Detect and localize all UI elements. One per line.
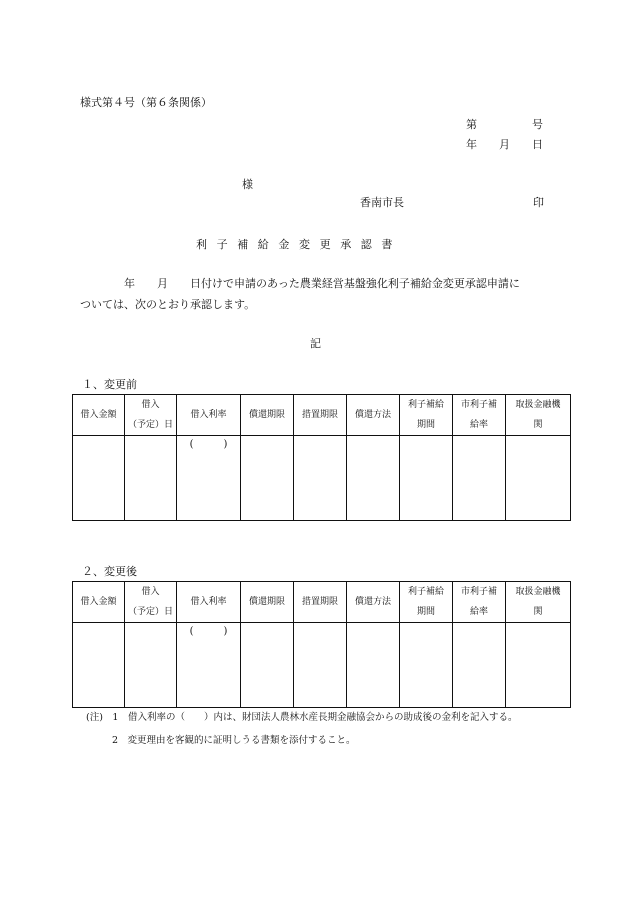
seal-mark: 印 <box>533 196 544 209</box>
body-line-2: ついては、次のとおり承認します。 <box>80 298 256 311</box>
addressee-honorific: 様 <box>242 178 253 191</box>
table-header-row <box>73 582 571 623</box>
header-city-subsidy-rate: 市利子補 給率 <box>453 582 506 623</box>
header-repayment-method: 償還方法 <box>347 582 400 623</box>
cell-grace-term[interactable] <box>294 436 347 521</box>
cell-city-subsidy-rate[interactable] <box>453 623 506 708</box>
note-2: 2 変更理由を客観的に証明しうる書類を添付すること。 <box>112 735 356 746</box>
cell-repayment-term[interactable] <box>241 623 294 708</box>
header-repayment-term: 償還期限 <box>241 395 294 436</box>
header-loan-amount: 借入金額 <box>73 395 125 436</box>
header-loan-rate: 借入利率 <box>177 582 241 623</box>
cell-loan-date[interactable] <box>125 623 177 708</box>
cell-financial-institution[interactable] <box>506 436 571 521</box>
cell-loan-amount[interactable] <box>73 436 125 521</box>
section-before-label: １、変更前 <box>82 378 137 391</box>
cell-financial-institution[interactable] <box>506 623 571 708</box>
cell-loan-rate[interactable] <box>177 436 241 521</box>
cell-subsidy-period[interactable] <box>400 436 453 521</box>
table-data-row <box>73 623 571 708</box>
header-grace-term: 措置期限 <box>294 582 347 623</box>
header-loan-date: 借入 （予定）日 <box>125 582 177 623</box>
header-repayment-method: 償還方法 <box>347 395 400 436</box>
header-subsidy-period: 利子補給 期間 <box>400 582 453 623</box>
header-financial-institution: 取扱金融機 関 <box>506 395 571 436</box>
cell-loan-rate[interactable] <box>177 623 241 708</box>
note-1: (注) 1 借入利率の（ ）内は、財団法人農林水産長期金融協会からの助成後の金利を記入する。 <box>86 712 518 723</box>
cell-repayment-term[interactable] <box>241 436 294 521</box>
section-after-label: ２、変更後 <box>82 565 137 578</box>
header-financial-institution: 取扱金融機 関 <box>506 582 571 623</box>
form-number: 様式第４号（第６条関係） <box>80 96 212 109</box>
cell-subsidy-period[interactable] <box>400 623 453 708</box>
cell-loan-amount[interactable] <box>73 623 125 708</box>
body-line-1: 年 月 日付けで申請のあった農業経営基盤強化利子補給金変更承認申請に <box>124 277 520 290</box>
date-line: 年 月 日 <box>466 138 543 151</box>
header-city-subsidy-rate: 市利子補 給率 <box>453 395 506 436</box>
cell-loan-date[interactable] <box>125 436 177 521</box>
issuer-name: 香南市長 <box>360 196 404 209</box>
header-loan-rate: 借入利率 <box>177 395 241 436</box>
cell-repayment-method[interactable] <box>347 623 400 708</box>
header-loan-amount: 借入金額 <box>73 582 125 623</box>
table-before <box>72 394 571 521</box>
table-data-row <box>73 436 571 521</box>
header-subsidy-period: 利子補給 期間 <box>400 395 453 436</box>
ki-heading: 記 <box>310 337 321 350</box>
rate-paren: ( ) <box>189 439 228 450</box>
table-after <box>72 581 571 708</box>
cell-repayment-method[interactable] <box>347 436 400 521</box>
cell-city-subsidy-rate[interactable] <box>453 436 506 521</box>
document-title: 利子補給金変更承認書 <box>196 238 402 251</box>
header-loan-date: 借入 （予定）日 <box>125 395 177 436</box>
document-number-line: 第 号 <box>466 118 543 131</box>
cell-grace-term[interactable] <box>294 623 347 708</box>
header-grace-term: 措置期限 <box>294 395 347 436</box>
header-repayment-term: 償還期限 <box>241 582 294 623</box>
rate-paren: ( ) <box>189 626 228 637</box>
table-header-row <box>73 395 571 436</box>
